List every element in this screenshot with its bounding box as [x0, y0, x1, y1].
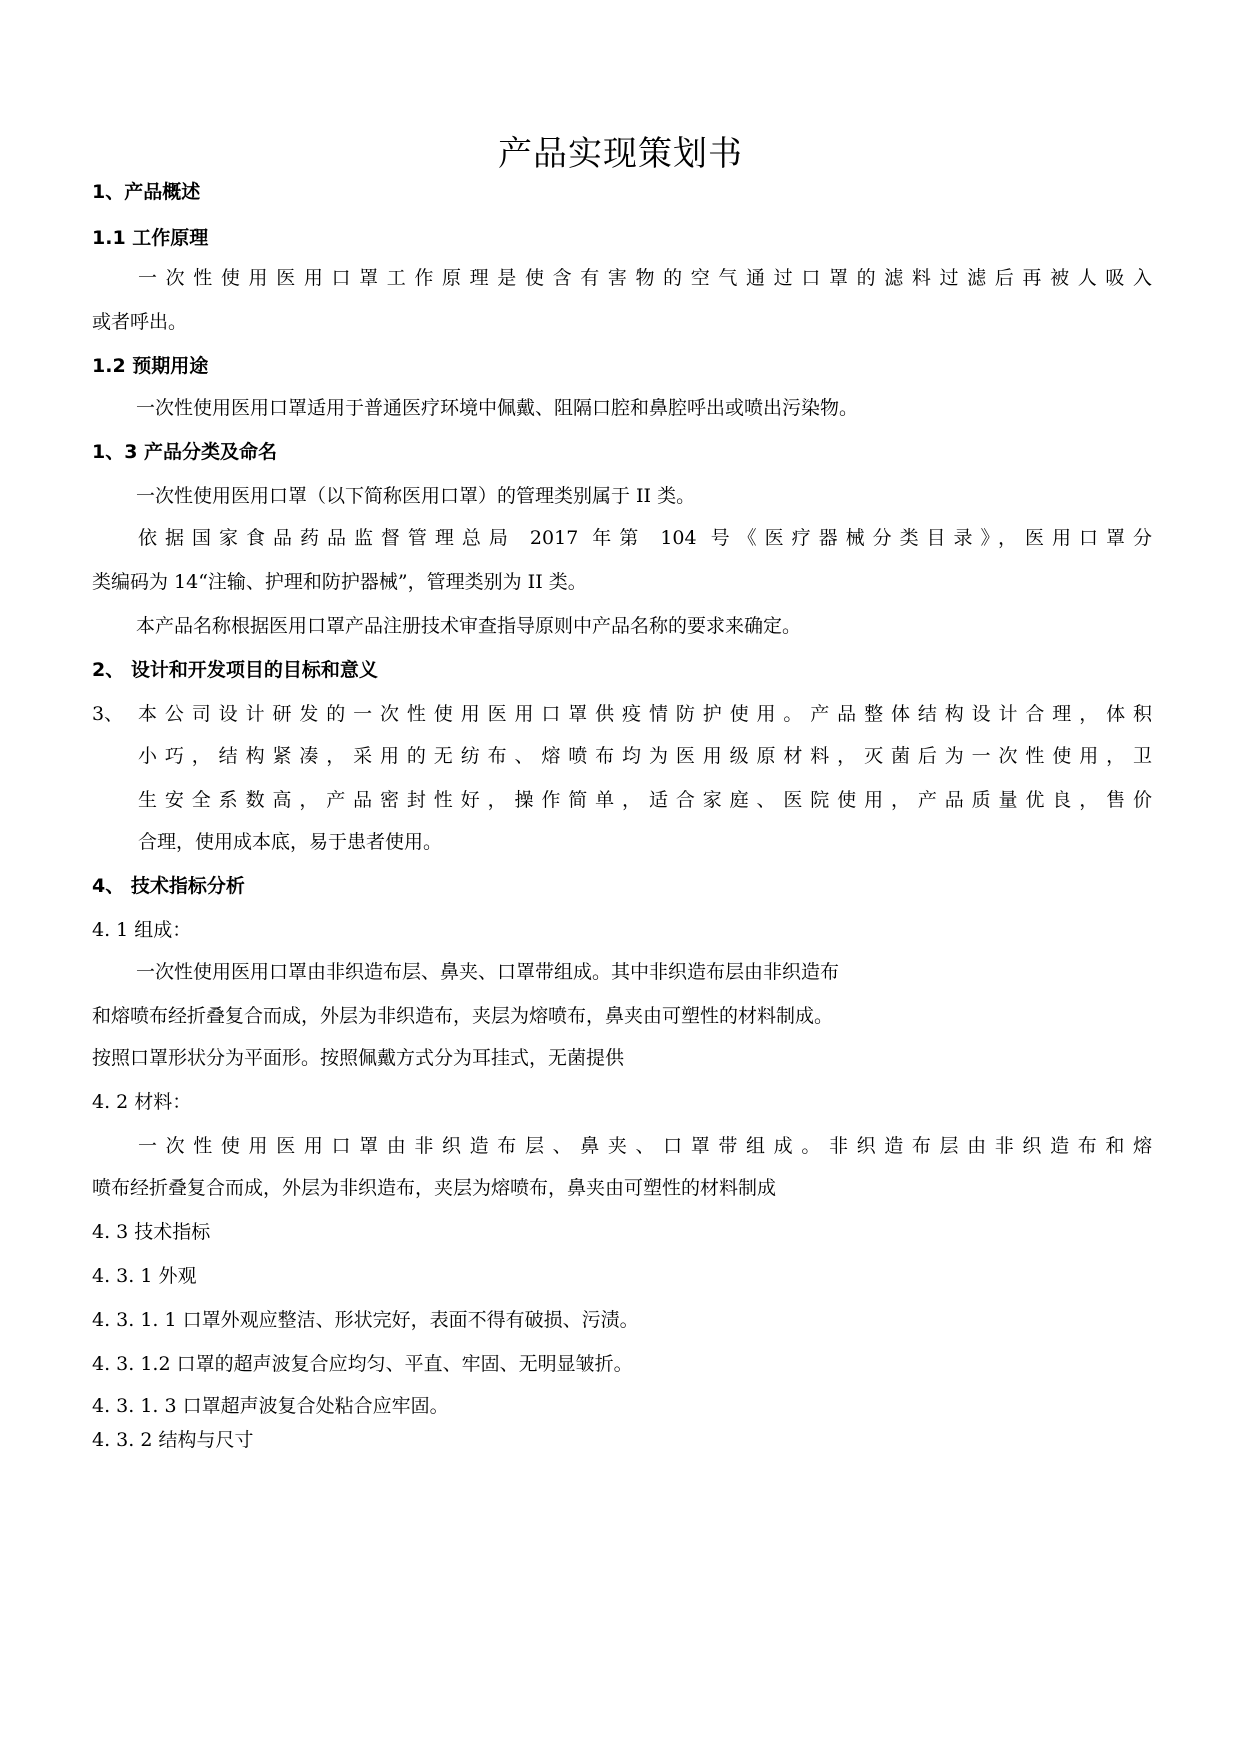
paragraph-materials-line1: 一次性使用医用口罩由非织造布层、鼻夹、口罩带组成。非织造布层由非织造布和熔	[138, 1135, 1152, 1157]
paragraph-section-3-line2: 小巧，结构紧凑，采用的无纺布、熔喷布均为医用级原材料，灭菌后为一次性使用，卫	[138, 745, 1152, 767]
heading-technical-indicators: 4. 3 技术指标	[92, 1221, 211, 1243]
heading-classification: 1、3 产品分类及命名	[92, 441, 278, 463]
heading-technical-analysis: 4、 技术指标分析	[92, 875, 245, 897]
heading-intended-use: 1.2 预期用途	[92, 355, 209, 377]
paragraph-section-3-line1: 本公司设计研发的一次性使用医用口罩供疫情防护使用。产品整体结构设计合理，体积	[138, 703, 1152, 725]
document-title: 产品实现策划书	[498, 134, 743, 174]
heading-appearance: 4. 3. 1 外观	[92, 1265, 197, 1287]
paragraph-section-3-line3: 生安全系数高，产品密封性好，操作简单，适合家庭、医院使用，产品质量优良，售价	[138, 789, 1152, 811]
heading-composition: 4. 1 组成：	[92, 919, 192, 941]
item-appearance-3: 4. 3. 1. 3 口罩超声波复合处粘合应牢固。	[92, 1395, 449, 1417]
item-appearance-2: 4. 3. 1.2 口罩的超声波复合应均匀、平直、牢固、无明显皱折。	[92, 1353, 633, 1375]
paragraph-working-principle-line2: 或者呼出。	[92, 311, 188, 333]
heading-product-overview: 1、产品概述	[92, 181, 201, 203]
paragraph-classification-2-line1: 依据国家食品药品监督管理总局 2017 年第 104 号《医疗器械分类目录》，医用口罩分	[138, 527, 1152, 549]
paragraph-classification-2-line2: 类编码为 14“注输、护理和防护器械”，管理类别为 II 类。	[92, 571, 587, 593]
heading-materials: 4. 2 材料：	[92, 1091, 192, 1113]
paragraph-classification-3: 本产品名称根据医用口罩产品注册技术审查指导原则中产品名称的要求来确定。	[136, 615, 802, 637]
paragraph-working-principle-line1: 一次性使用医用口罩工作原理是使含有害物的空气通过口罩的滤料过滤后再被人吸入	[138, 267, 1152, 289]
heading-working-principle: 1.1 工作原理	[92, 227, 209, 249]
paragraph-composition-line2: 和熔喷布经折叠复合而成，外层为非织造布，夹层为熔喷布，鼻夹由可塑性的材料制成。	[92, 1005, 834, 1027]
paragraph-intended-use: 一次性使用医用口罩适用于普通医疗环境中佩戴、阻隔口腔和鼻腔呼出或喷出污染物。	[136, 397, 859, 419]
section-3-number: 3、	[92, 703, 124, 725]
paragraph-section-3-line4: 合理，使用成本底，易于患者使用。	[138, 831, 443, 853]
paragraph-composition-line1: 一次性使用医用口罩由非织造布层、鼻夹、口罩带组成。其中非织造布层由非织造布	[136, 961, 840, 983]
heading-structure-dimensions: 4. 3. 2 结构与尺寸	[92, 1429, 254, 1451]
paragraph-materials-line2: 喷布经折叠复合而成，外层为非织造布，夹层为熔喷布，鼻夹由可塑性的材料制成	[92, 1177, 777, 1199]
heading-design-goals: 2、 设计和开发项目的目标和意义	[92, 659, 378, 681]
paragraph-composition-line3: 按照口罩形状分为平面形。按照佩戴方式分为耳挂式，无菌提供	[92, 1047, 625, 1069]
item-appearance-1: 4. 3. 1. 1 口罩外观应整洁、形状完好，表面不得有破损、污渍。	[92, 1309, 639, 1331]
paragraph-classification-1: 一次性使用医用口罩（以下简称医用口罩）的管理类别属于 II 类。	[136, 485, 696, 507]
